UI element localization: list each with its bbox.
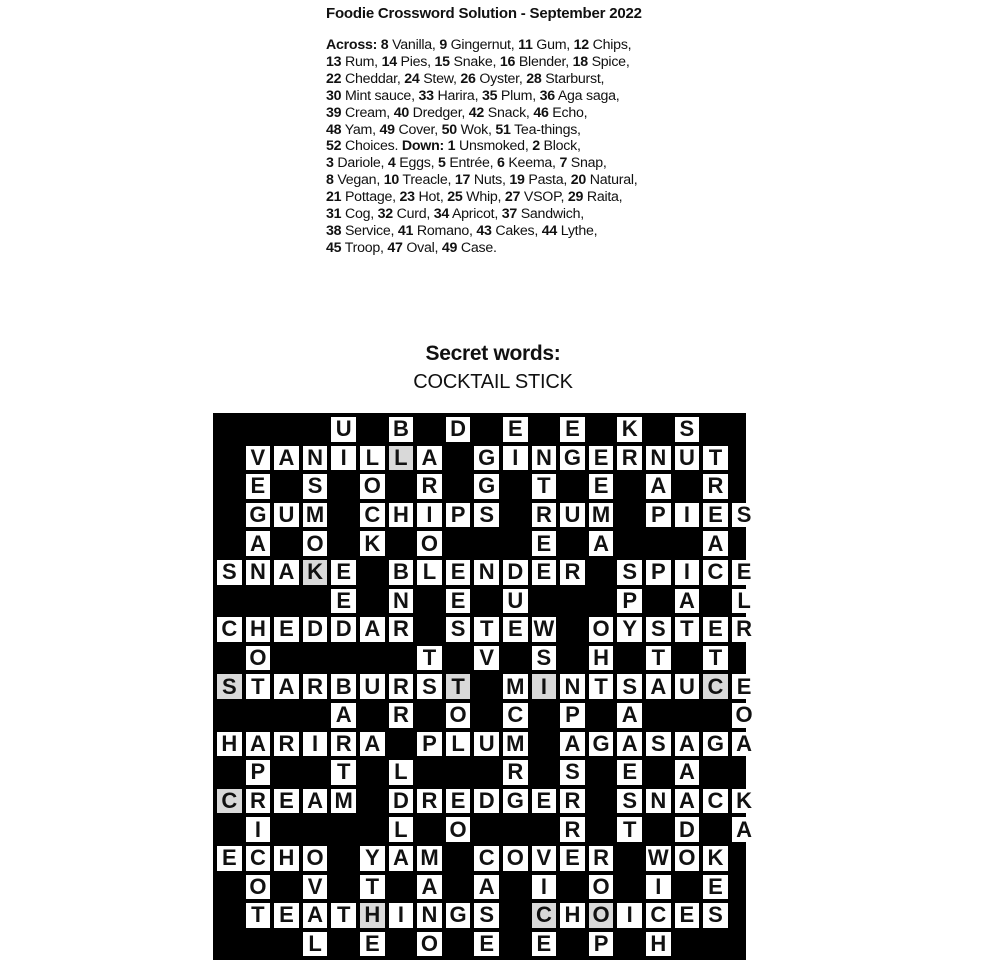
- grid-cell: S: [675, 417, 700, 442]
- grid-cell: N: [303, 446, 328, 471]
- grid-cell: L: [732, 589, 757, 614]
- grid-cell: T: [617, 817, 642, 842]
- grid-cell: E: [360, 932, 385, 957]
- grid-cell: L: [389, 760, 414, 785]
- grid-cell: G: [589, 732, 614, 757]
- grid-cell: L: [389, 817, 414, 842]
- grid-cell: C: [217, 617, 242, 642]
- grid-cell: O: [246, 875, 271, 900]
- grid-cell: U: [560, 503, 585, 528]
- grid-cell: N: [646, 789, 671, 814]
- grid-cell: R: [389, 674, 414, 699]
- grid-cell: O: [246, 646, 271, 671]
- grid-cell: C: [703, 560, 728, 585]
- answer-line: 52 Choices. Down: 1 Unsmoked, 2 Block,: [326, 138, 581, 155]
- grid-cell: D: [503, 560, 528, 585]
- grid-cell: C: [646, 903, 671, 928]
- grid-cell: B: [389, 417, 414, 442]
- grid-cell: M: [589, 503, 614, 528]
- answer-line: 48 Yam, 49 Cover, 50 Wok, 51 Tea-things,: [326, 121, 581, 138]
- grid-cell: B: [389, 560, 414, 585]
- grid-cell: I: [331, 446, 356, 471]
- grid-cell: T: [360, 875, 385, 900]
- grid-cell: A: [617, 732, 642, 757]
- grid-cell: M: [503, 674, 528, 699]
- grid-cell: Y: [360, 846, 385, 871]
- grid-cell: P: [417, 732, 442, 757]
- grid-cell: T: [474, 617, 499, 642]
- grid-cell: O: [303, 846, 328, 871]
- grid-cell: G: [474, 446, 499, 471]
- grid-cell: A: [474, 875, 499, 900]
- grid-cell: T: [703, 646, 728, 671]
- grid-cell: T: [646, 646, 671, 671]
- grid-cell: A: [675, 760, 700, 785]
- grid-cell: N: [389, 589, 414, 614]
- grid-cell: I: [532, 674, 557, 699]
- grid-cell: E: [617, 760, 642, 785]
- grid-cell: D: [389, 789, 414, 814]
- grid-cell: T: [246, 674, 271, 699]
- answer-line: Across: 8 Vanilla, 9 Gingernut, 11 Gum, 12 Chips,: [326, 37, 632, 53]
- grid-cell: P: [646, 560, 671, 585]
- grid-cell: H: [389, 503, 414, 528]
- grid-cell: E: [446, 589, 471, 614]
- grid-cell: R: [389, 703, 414, 728]
- grid-cell: A: [703, 531, 728, 556]
- grid-cell: G: [703, 732, 728, 757]
- grid-cell: E: [703, 617, 728, 642]
- grid-cell: E: [732, 560, 757, 585]
- grid-cell: O: [503, 846, 528, 871]
- grid-cell: P: [446, 503, 471, 528]
- grid-cell: A: [675, 789, 700, 814]
- grid-cell: S: [217, 560, 242, 585]
- grid-cell: E: [274, 789, 299, 814]
- answer-line: 31 Cog, 32 Curd, 34 Apricot, 37 Sandwich,: [326, 206, 584, 223]
- answer-line: 8 Vegan, 10 Treacle, 17 Nuts, 19 Pasta, 20 Natural,: [326, 172, 638, 189]
- grid-cell: E: [331, 589, 356, 614]
- grid-cell: A: [389, 846, 414, 871]
- grid-cell: A: [274, 446, 299, 471]
- grid-cell: N: [560, 674, 585, 699]
- grid-cell: E: [732, 674, 757, 699]
- grid-cell: A: [303, 903, 328, 928]
- grid-cell: I: [389, 903, 414, 928]
- grid-cell: A: [303, 789, 328, 814]
- solution-answers: [326, 37, 676, 257]
- grid-cell: K: [703, 846, 728, 871]
- grid-cell: L: [446, 732, 471, 757]
- grid-cell: I: [503, 446, 528, 471]
- grid-cell: O: [446, 817, 471, 842]
- grid-cell: D: [303, 617, 328, 642]
- grid-cell: I: [675, 503, 700, 528]
- grid-cell: R: [617, 446, 642, 471]
- grid-cell: U: [331, 417, 356, 442]
- grid-cell: A: [617, 703, 642, 728]
- grid-cell: A: [274, 560, 299, 585]
- grid-cell: A: [360, 732, 385, 757]
- grid-cell: S: [217, 674, 242, 699]
- crossword-grid: [213, 413, 753, 960]
- grid-cell: H: [217, 732, 242, 757]
- grid-cell: A: [331, 703, 356, 728]
- grid-cell: A: [360, 617, 385, 642]
- grid-cell: D: [675, 817, 700, 842]
- grid-cell: C: [246, 846, 271, 871]
- grid-cell: E: [274, 617, 299, 642]
- page-title: Foodie Crossword Solution - September 2022: [326, 5, 642, 22]
- grid-cell: T: [331, 760, 356, 785]
- grid-cell: A: [646, 674, 671, 699]
- grid-cell: H: [589, 646, 614, 671]
- answer-line: 13 Rum, 14 Pies, 15 Snake, 16 Blender, 18 Spice,: [326, 53, 630, 70]
- grid-cell: A: [675, 732, 700, 757]
- grid-cell: E: [217, 846, 242, 871]
- grid-cell: U: [274, 503, 299, 528]
- grid-cell: L: [360, 446, 385, 471]
- grid-cell: O: [589, 875, 614, 900]
- grid-cell: O: [417, 531, 442, 556]
- grid-cell: R: [503, 760, 528, 785]
- grid-cell: V: [246, 446, 271, 471]
- grid-cell: E: [589, 446, 614, 471]
- grid-cell: E: [331, 560, 356, 585]
- grid-cell: C: [474, 846, 499, 871]
- grid-cell: B: [331, 674, 356, 699]
- grid-cell: H: [246, 617, 271, 642]
- grid-cell: S: [474, 503, 499, 528]
- grid-cell: P: [646, 503, 671, 528]
- grid-cell: N: [246, 560, 271, 585]
- grid-cell: H: [360, 903, 385, 928]
- grid-cell: R: [703, 474, 728, 499]
- grid-cell: A: [274, 674, 299, 699]
- secret-words-heading: Secret words:: [425, 342, 561, 365]
- grid-cell: W: [533, 616, 555, 642]
- grid-cell: V: [474, 646, 499, 671]
- grid-cell: E: [560, 417, 585, 442]
- grid-cell: G: [503, 789, 528, 814]
- grid-cell: E: [246, 474, 271, 499]
- grid-cell: E: [589, 474, 614, 499]
- grid-cell: C: [503, 703, 528, 728]
- grid-cell: S: [703, 903, 728, 928]
- grid-cell: T: [446, 674, 471, 699]
- grid-cell: T: [589, 674, 614, 699]
- grid-cell: O: [675, 846, 700, 871]
- grid-cell: A: [589, 531, 614, 556]
- grid-cell: R: [274, 732, 299, 757]
- grid-cell: U: [360, 674, 385, 699]
- grid-cell: A: [417, 446, 442, 471]
- grid-cell: V: [532, 846, 557, 871]
- grid-cell: D: [474, 789, 499, 814]
- grid-cell: I: [417, 503, 442, 528]
- grid-cell: R: [560, 789, 585, 814]
- answer-line: 38 Service, 41 Romano, 43 Cakes, 44 Lythe,: [326, 222, 598, 239]
- grid-cell: H: [560, 903, 585, 928]
- grid-cell: D: [446, 417, 471, 442]
- grid-cell: I: [532, 875, 557, 900]
- grid-cell: I: [675, 560, 700, 585]
- grid-cell: O: [732, 703, 757, 728]
- grid-cell: A: [560, 732, 585, 757]
- grid-cell: P: [246, 760, 271, 785]
- grid-cell: C: [703, 789, 728, 814]
- grid-cell: C: [360, 503, 385, 528]
- grid-cell: P: [617, 589, 642, 614]
- grid-cell: H: [274, 846, 299, 871]
- grid-cell: C: [703, 674, 728, 699]
- grid-cell: L: [389, 446, 414, 471]
- grid-cell: E: [703, 875, 728, 900]
- grid-cell: E: [446, 560, 471, 585]
- grid-cell: L: [417, 560, 442, 585]
- grid-cell: O: [446, 703, 471, 728]
- grid-cell: E: [274, 903, 299, 928]
- grid-cell: S: [303, 474, 328, 499]
- grid-cell: S: [532, 646, 557, 671]
- grid-cell: V: [303, 875, 328, 900]
- grid-cell: A: [417, 875, 442, 900]
- grid-cell: Y: [617, 617, 642, 642]
- grid-cell: T: [675, 617, 700, 642]
- secret-words-phrase: COCKTAIL STICK: [413, 371, 573, 393]
- grid-cell: N: [474, 560, 499, 585]
- answer-line: 21 Pottage, 23 Hot, 25 Whip, 27 VSOP, 29 Raita,: [326, 189, 623, 206]
- grid-cell: K: [617, 417, 642, 442]
- grid-cell: E: [532, 789, 557, 814]
- grid-cell: O: [589, 903, 614, 928]
- grid-cell: A: [246, 531, 271, 556]
- grid-cell: S: [560, 760, 585, 785]
- grid-cell: E: [446, 789, 471, 814]
- grid-cell: I: [303, 732, 328, 757]
- grid-cell: E: [675, 903, 700, 928]
- grid-cell: N: [646, 446, 671, 471]
- grid-cell: E: [560, 846, 585, 871]
- grid-cell: O: [360, 474, 385, 499]
- grid-cell: P: [560, 703, 585, 728]
- grid-cell: U: [503, 589, 528, 614]
- grid-cell: D: [331, 617, 356, 642]
- grid-cell: R: [560, 817, 585, 842]
- grid-cell: H: [646, 932, 671, 957]
- answer-line: 45 Troop, 47 Oval, 49 Case.: [326, 239, 497, 256]
- grid-cell: S: [617, 560, 642, 585]
- grid-cell: R: [417, 474, 442, 499]
- grid-cell: N: [417, 903, 442, 928]
- grid-cell: T: [532, 474, 557, 499]
- grid-cell: S: [617, 674, 642, 699]
- grid-cell: E: [703, 503, 728, 528]
- answer-line: 30 Mint sauce, 33 Harira, 35 Plum, 36 Aga saga,: [326, 87, 620, 104]
- grid-cell: E: [503, 617, 528, 642]
- grid-cell: N: [532, 446, 557, 471]
- grid-cell: S: [732, 503, 757, 528]
- grid-cell: S: [417, 674, 442, 699]
- grid-cell: P: [589, 932, 614, 957]
- grid-cell: A: [732, 817, 757, 842]
- grid-cell: W: [647, 845, 669, 871]
- grid-cell: G: [474, 474, 499, 499]
- grid-cell: O: [303, 531, 328, 556]
- grid-cell: A: [646, 474, 671, 499]
- grid-cell: G: [246, 503, 271, 528]
- grid-cell: R: [331, 732, 356, 757]
- grid-cell: S: [646, 617, 671, 642]
- grid-cell: S: [646, 732, 671, 757]
- grid-cell: C: [217, 789, 242, 814]
- answer-line: 39 Cream, 40 Dredger, 42 Snack, 46 Echo,: [326, 104, 588, 121]
- answer-line: 3 Dariole, 4 Eggs, 5 Entrée, 6 Keema, 7 Snap,: [326, 155, 607, 172]
- grid-cell: L: [303, 932, 328, 957]
- grid-cell: A: [675, 589, 700, 614]
- grid-cell: R: [560, 560, 585, 585]
- grid-cell: U: [474, 732, 499, 757]
- grid-cell: R: [389, 617, 414, 642]
- grid-cell: G: [446, 903, 471, 928]
- grid-cell: G: [560, 446, 585, 471]
- grid-cell: E: [532, 531, 557, 556]
- grid-cell: S: [474, 903, 499, 928]
- grid-cell: E: [532, 560, 557, 585]
- grid-cell: T: [703, 446, 728, 471]
- grid-cell: E: [532, 932, 557, 957]
- grid-cell: U: [675, 674, 700, 699]
- grid-cell: I: [646, 875, 671, 900]
- grid-cell: R: [589, 846, 614, 871]
- grid-cell: R: [417, 789, 442, 814]
- grid-cell: T: [417, 646, 442, 671]
- grid-cell: K: [303, 560, 328, 585]
- grid-cell: O: [589, 617, 614, 642]
- answer-line: 22 Cheddar, 24 Stew, 26 Oyster, 28 Starburst,: [326, 70, 605, 87]
- grid-cell: M: [503, 732, 528, 757]
- grid-cell: A: [246, 732, 271, 757]
- grid-cell: M: [417, 846, 442, 871]
- grid-cell: U: [675, 446, 700, 471]
- grid-cell: R: [303, 674, 328, 699]
- grid-cell: K: [360, 531, 385, 556]
- grid-cell: O: [417, 932, 442, 957]
- grid-cell: S: [446, 617, 471, 642]
- grid-cell: K: [732, 789, 757, 814]
- grid-cell: R: [246, 789, 271, 814]
- grid-cell: R: [732, 617, 757, 642]
- grid-cell: T: [246, 903, 271, 928]
- grid-cell: E: [474, 932, 499, 957]
- grid-cell: R: [532, 503, 557, 528]
- grid-cell: E: [503, 417, 528, 442]
- grid-cell: M: [331, 789, 356, 814]
- grid-cell: M: [303, 503, 328, 528]
- grid-cell: C: [532, 903, 557, 928]
- grid-cell: S: [617, 789, 642, 814]
- grid-cell: I: [617, 903, 642, 928]
- grid-cell: A: [732, 732, 757, 757]
- grid-cell: T: [331, 903, 356, 928]
- grid-cell: I: [246, 817, 271, 842]
